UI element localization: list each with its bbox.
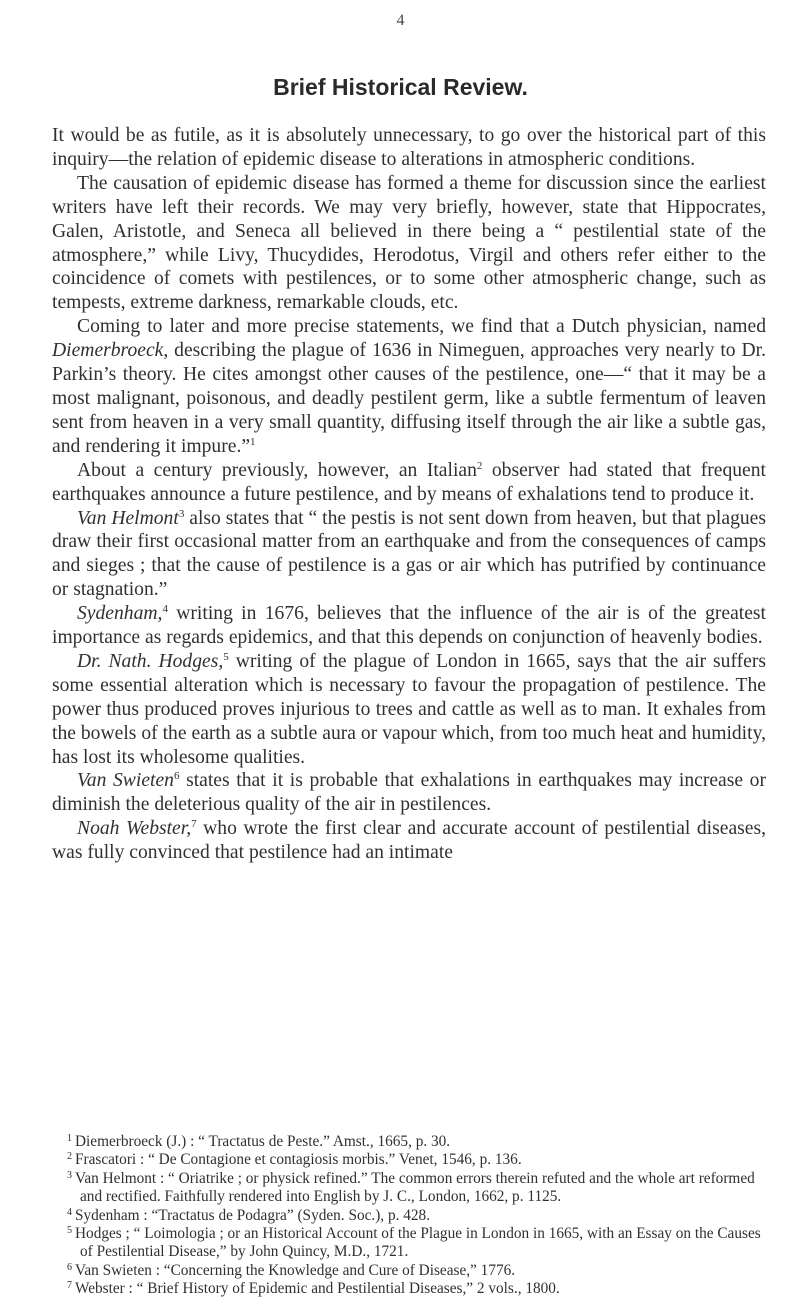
footnote-text: Frascatori : “ De Contagione et contagiosis morbis.” Venet, 1546, p. 136. — [75, 1151, 522, 1169]
footnote-number: 7 — [67, 1280, 72, 1292]
footnote-number: 5 — [67, 1225, 72, 1237]
paragraph-text: About a century previously, however, an Italian — [77, 459, 477, 481]
author-name: Dr. Nath. Hodges, — [77, 650, 224, 672]
paragraph-text: writing in 1676, believes that the influence of the air is of the greatest importance as regards epidemics, and that this depends on conjunction of heavenly bodies. — [52, 603, 766, 649]
footnote — [52, 1170, 766, 1207]
footnote-text: Webster : “ Brief History of Epidemic and Pestilential Diseases,” 2 vols., 1800. — [75, 1280, 560, 1298]
footnote — [52, 1151, 766, 1169]
paragraph — [52, 602, 766, 650]
author-name: Sydenham, — [77, 603, 163, 625]
footnote-number: 2 — [67, 1151, 72, 1163]
paragraph — [52, 769, 766, 817]
paragraph — [52, 172, 766, 315]
footnote-number: 3 — [67, 1169, 72, 1181]
paragraph-text: writing of the plague of London in 1665, says that the air suffers some essential alteration which is necessary to favour the propagation of pestilence. The power thus produced proves injurious to trees and cattle as well as to man. It exhales from the bowels of the earth as a subtle aura or vapour which, from too much heat and humidity, has lost its wholesome qualities. — [52, 650, 766, 768]
paragraph — [52, 507, 766, 603]
footnote — [52, 1280, 766, 1298]
paragraph — [52, 817, 766, 865]
paragraph — [52, 650, 766, 770]
footnote-text: Diemerbroeck (J.) : “ Tractatus de Peste.” Amst., 1665, p. 30. — [75, 1133, 451, 1150]
footnote-ref: 3 — [178, 507, 185, 520]
footnote — [52, 1133, 766, 1151]
footnote-ref: 7 — [191, 818, 197, 831]
footnote-ref: 1 — [250, 435, 256, 448]
footnote-ref: 2 — [476, 459, 483, 472]
footnote — [52, 1225, 766, 1262]
footnote-number: 4 — [67, 1206, 72, 1218]
section-heading: Brief Historical Review. — [273, 74, 528, 100]
author-name: Van Helmont — [77, 507, 179, 529]
paragraph-text: observer had stated that frequent earthquakes announce a future pestilence, and by means of exhalations tend to produce it. — [52, 459, 766, 505]
paragraph-text: The causation of epidemic disease has formed a theme for discussion since the earliest writers have left their records. We may very briefly, however, state that Hippocrates, Galen, Aristotle, and Seneca all believed in there being a “ pestilential state of the atmosphere,” while Livy, Thucydides, Herodotus, Virgil and others refer either to the coincidence of comets with pestilences, or to some other atmospheric change, such as tempests, extreme darkness, remarkable clouds, etc. — [52, 172, 766, 314]
paragraph-text: also states that “ the pestis is not sent down from heaven, but that plagues draw their first occasional matter from an earthquake and from the consequences of camps and sieges ; that the cause of pestilence is a gas or air which has putrified by continuance or stagnation.” — [52, 507, 766, 601]
footnote — [52, 1207, 766, 1225]
paragraph-text: states that it is probable that exhalations in earthquakes may increase or diminish the deleterious quality of the air in pestilences. — [52, 770, 767, 816]
footnote-text: Van Helmont : “ Oriatrike ; or physick refined.” The common errors therein refuted and the whole art reformed and rectified. Faithfully rendered into English by J. C., London, 1662, p. 1125. — [75, 1169, 755, 1206]
footnote — [52, 1262, 766, 1280]
author-name: Van Swieten — [77, 770, 174, 792]
footnote-text: Sydenham : “Tractatus de Podagra” (Syden. Soc.), p. 428. — [75, 1206, 431, 1224]
footnote-ref: 6 — [173, 770, 180, 783]
paragraph-text: It would be as futile, as it is absolutely unnecessary, to go over the historical part of this inquiry—the relation of epidemic disease to alterations in atmospheric conditions. — [52, 125, 766, 170]
body-text — [52, 124, 766, 865]
paragraph-text: who wrote the first clear and accurate account of pestilential diseases, was fully convinced that pestilence had an intimate — [52, 818, 766, 864]
author-name: Noah Webster, — [77, 818, 192, 840]
footnote-text: Hodges ; “ Loimologia ; or an Historical Account of the Plague in London in 1665, with an Essay on the Causes of Pestilential Disease,” by John Quincy, M.D., 1721. — [75, 1225, 761, 1261]
footnote-number: 1 — [67, 1133, 72, 1144]
footnote-text: Van Swieten : “Concerning the Knowledge and Cure of Disease,” 1776. — [75, 1261, 516, 1279]
paragraph-text: , describing the plague of 1636 in Nimeguen, approaches very nearly to Dr. Parkin’s theory. He cites amongst other causes of the pestilence, one—“ that it may be a most malignant, poisonous, and deadly pestilent germ, like a subtle fermentum of leaven sent from heaven in a very small quantity, diffusing itself through the air like a subtle gas, and rendering it impure.” — [52, 340, 766, 457]
footnote-ref: 5 — [223, 650, 229, 663]
page-number: 4 — [396, 12, 405, 29]
footnote-ref: 4 — [162, 603, 168, 616]
footnotes — [52, 1133, 766, 1299]
paragraph-text: Coming to later and more precise statements, we find that a Dutch physician, named — [77, 316, 766, 338]
paragraph — [52, 459, 766, 507]
author-name: Diemerbroeck — [52, 340, 164, 362]
footnote-number: 6 — [67, 1261, 72, 1273]
paragraph — [52, 315, 766, 458]
paragraph — [52, 124, 766, 172]
